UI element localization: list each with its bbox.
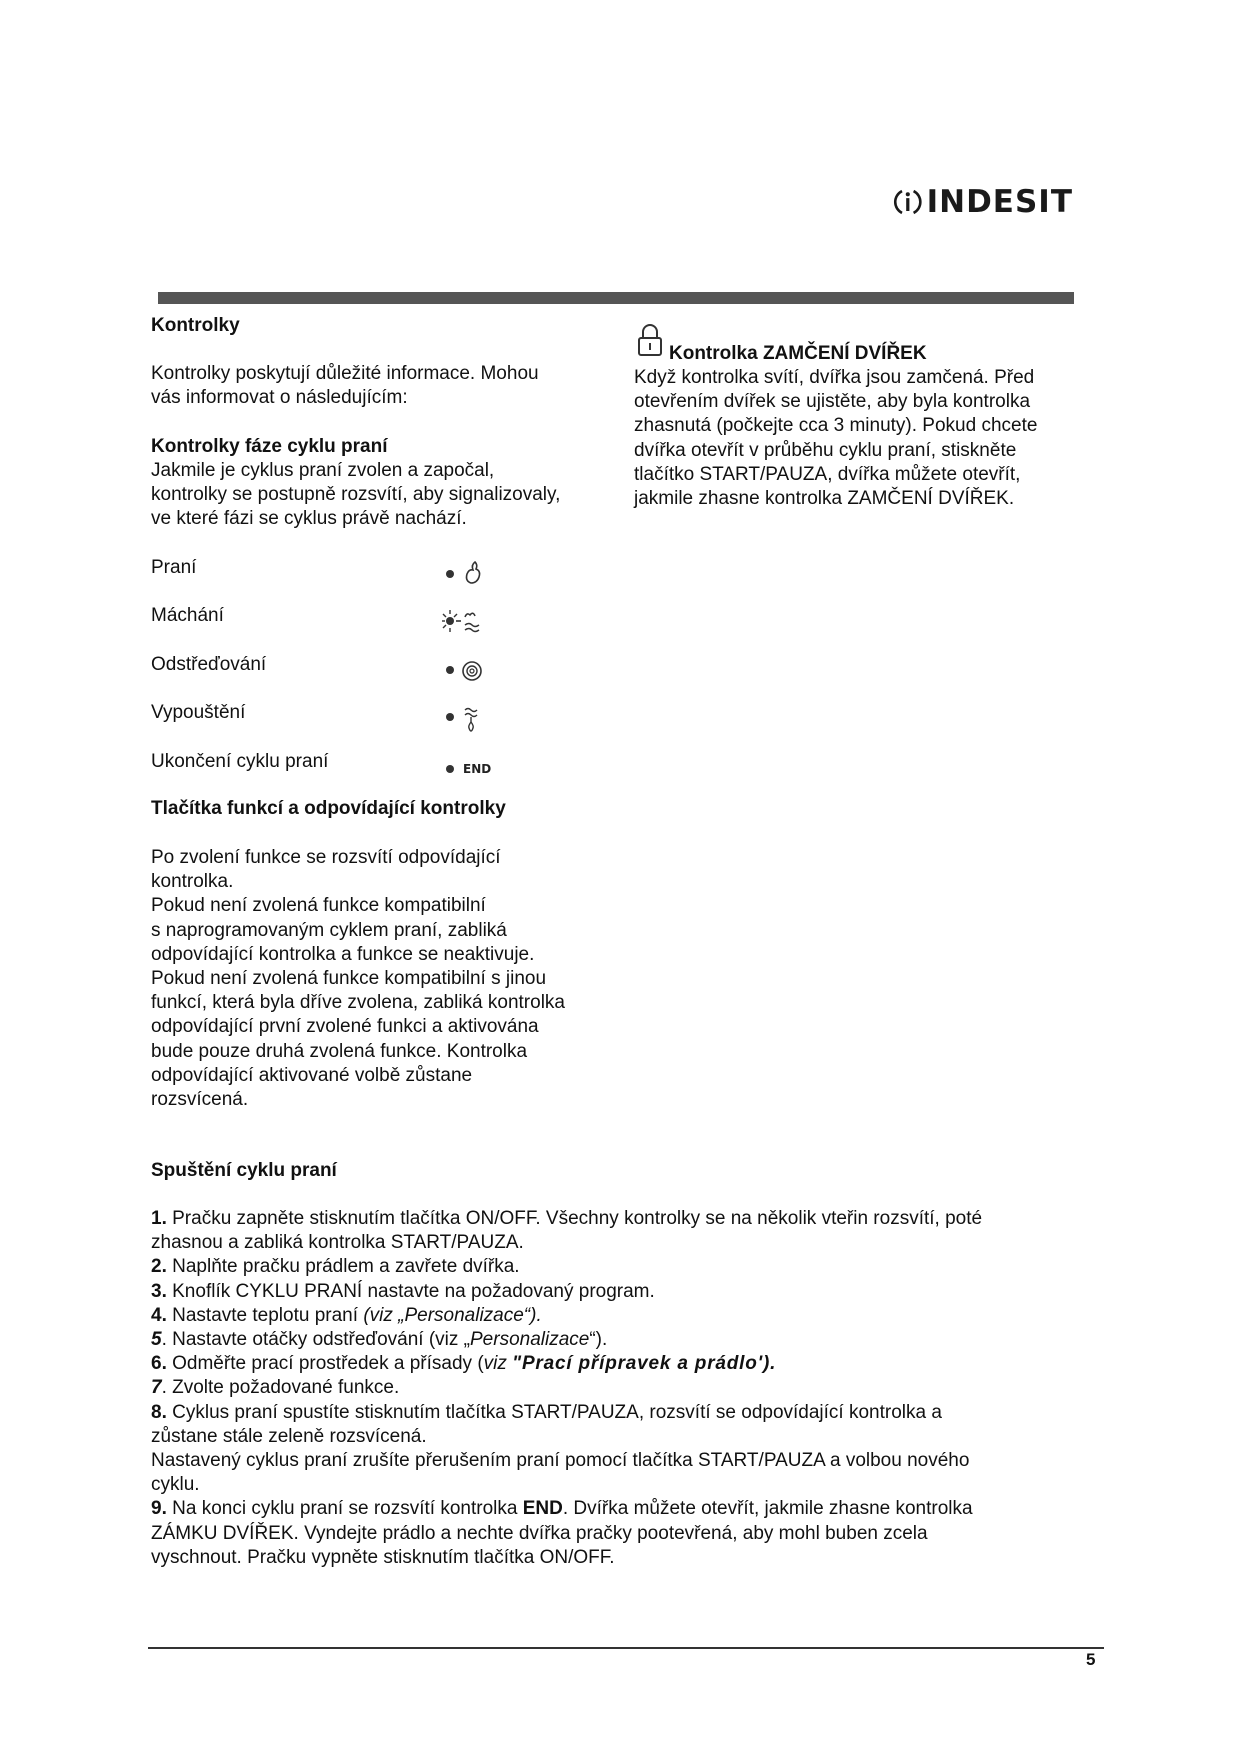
page-number: 5	[1086, 1650, 1096, 1669]
function-paragraph: Po zvolení funkce se rozsvítí odpovídající kontrolka. Pokud není zvolená funkce kompatibilní s naprogramovaným cyklem praní, zabliká odpovídající kontrolka a funkce se neaktivuje. Pokud není zvolená funkce kompatibilní s jinou funkcí, která byla dříve zvolena, zabliká kontrolka odpovídající první zvolené funkci a aktivována bude pouze druhá zvolená funkce. Kontrolka odpovídající aktivované volbě zůstane rozsvícená.	[151, 847, 565, 1111]
brand-logo	[893, 178, 1073, 226]
door-lock-icon	[637, 323, 663, 357]
phase-item-drain: Vypouštění	[151, 702, 511, 726]
step-8: 8. Cyklus praní spustíte stisknutím tlačítka START/PAUZA, rozsvítí se odpovídající kontrolka a zůstane stále zeleně rozsvícená.	[151, 1401, 942, 1447]
step-3: 3. Knoflík CYKLU PRANÍ nastavte na požadovaný program.	[151, 1280, 655, 1302]
step-6: 6. Odměřte prací prostředek a přísady (viz "Prací přípravek a prádlo').	[151, 1353, 777, 1375]
wash-icon	[441, 559, 493, 589]
door-lock-heading: Kontrolka ZAMČENÍ DVÍŘEK	[669, 343, 927, 364]
phase-item-spin: Odstřeďování	[151, 654, 511, 678]
phase-item-rinse: Máchání	[151, 605, 511, 629]
spin-icon	[441, 656, 493, 686]
step-9: 9. Na konci cyklu praní se rozsvítí kontrolka END. Dvířka můžete otevřít, jakmile zhasne kontrolka ZÁMKU DVÍŘEK. Vyndejte prádlo a nechte dvířka pračky pootevřená, aby mohl buben zcela vyschnout. Pračku vypněte stisknutím tlačítka ON/OFF.	[151, 1498, 973, 1568]
door-lock-paragraph: Když kontrolka svítí, dvířka jsou zamčená. Před otevřením dvířek se ujistěte, aby byla kontrolka zhasnutá (počkejte cca 3 minuty). Pokud chcete dvířka otevřít v průběhu cyklu praní, stiskněte tlačítko START/PAUZA, dvířka můžete otevřít, jakmile zhasne kontrolka ZAMČENÍ DVÍŘEK.	[634, 367, 1038, 510]
step-2: 2. Naplňte pračku prádlem a zavřete dvířka.	[151, 1256, 520, 1278]
step-7: 7. Zvolte požadované funkce.	[151, 1377, 400, 1399]
footer-divider	[148, 1647, 1104, 1649]
intro-paragraph: Kontrolky poskytují důležité informace. Mohou vás informovat o následujícím:	[151, 363, 539, 409]
start-cycle-steps	[151, 1207, 1091, 1570]
phase-item-wash: Praní	[151, 557, 511, 581]
section-heading-kontrolky: Kontrolky	[151, 315, 240, 336]
phase-paragraph: Jakmile je cyklus praní zvolen a započal, kontrolky se postupně rozsvítí, aby signalizovaly, ve které fázi se cyklus právě nachází.	[151, 460, 561, 530]
end-icon: END	[441, 754, 493, 784]
function-heading: Tlačítka funkcí a odpovídající kontrolky	[151, 798, 506, 819]
brand-name: INDESIT	[926, 184, 1073, 220]
drain-icon	[441, 704, 493, 734]
cancel-note: Nastavený cyklus praní zrušíte přerušením praní pomocí tlačítka START/PAUZA a volbou nového cyklu.	[151, 1450, 970, 1496]
phase-heading: Kontrolky fáze cyklu praní	[151, 436, 388, 457]
top-divider	[158, 292, 1074, 304]
rinse-icon	[441, 607, 493, 637]
start-cycle-heading: Spuštění cyklu praní	[151, 1160, 337, 1181]
step-5: 5. Nastavte otáčky odstřeďování (viz „Personalizace“).	[151, 1329, 608, 1351]
step-4: 4. Nastavte teplotu praní (viz „Personalizace“).	[151, 1304, 542, 1326]
indesit-logo-icon	[893, 179, 923, 225]
step-1: 1. Pračku zapněte stisknutím tlačítka ON/OFF. Všechny kontrolky se na několik vteřin rozsvítí, poté zhasnou a zabliká kontrolka START/PAUZA.	[151, 1208, 983, 1254]
phase-item-end: Ukončení cyklu praní END	[151, 751, 511, 775]
